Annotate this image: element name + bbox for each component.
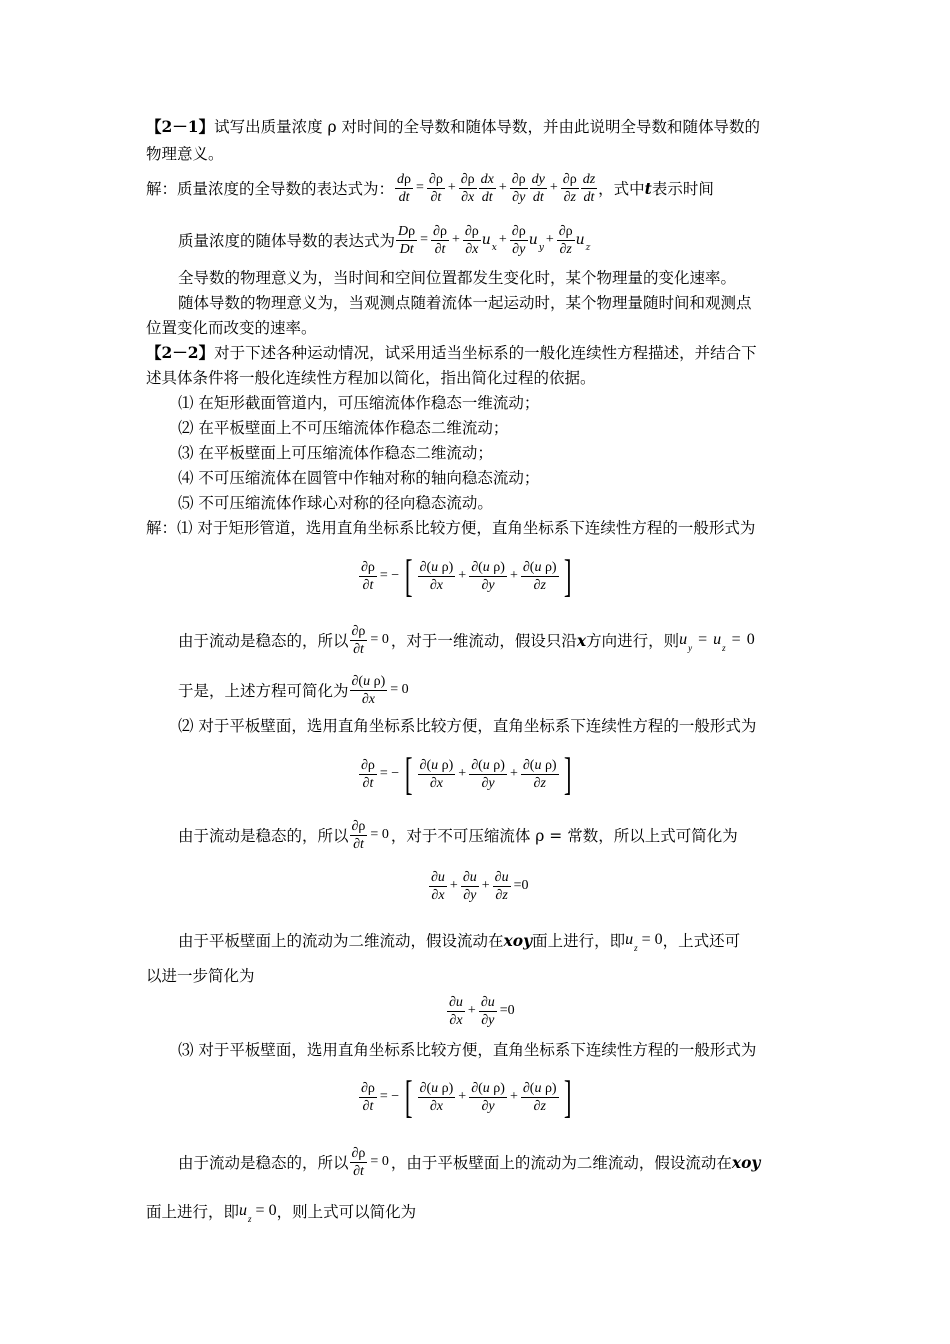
problem-2-1-line2: 物理意义。 xyxy=(146,145,224,163)
solution-2-lead: ⑵ 对于平板壁面，选用直角坐标系比较方便，直角坐标系下连续性方程的一般形式为 xyxy=(178,717,757,735)
further-simplify-text: 以进一步简化为 xyxy=(146,967,255,985)
t-symbol: t xyxy=(644,178,652,198)
steady-2-text-b: ，对于不可压缩流体 ρ = 常数，所以上式可简化为 xyxy=(390,827,738,845)
total-derivative-tail-a: ，式中 xyxy=(598,180,645,198)
problem-2-1-title: 【2－1】 xyxy=(146,117,215,136)
substantial-meaning-line1: 随体导数的物理意义为，当观测点随着流体一起运动时，某个物理量随时间和观测点 xyxy=(178,294,752,312)
continuity-equation-1: $\frac{\partial\rho}{\partial t}$ = − [ $\frac{\text{∂(u ρ)}}{\partial x}$ + $\frac{\text{∂(u ρ)}}{\partial y}$ + $\frac{\text{∂(u ρ)}}{\partial z}$ ] xyxy=(361,550,572,601)
result-1-line: 于是，上述方程可简化为 $\frac{\text{∂(u ρ)}}{\partial x}$ = 0 xyxy=(178,673,409,707)
problem-2-2-line1 xyxy=(146,343,757,363)
steady-3-text-a: 由于流动是稳态的，所以 xyxy=(178,1154,349,1172)
steady-1-text-b: ，对于一维流动，假设只沿 xyxy=(390,632,577,650)
solution-1-lead: 解：⑴ 对于矩形管道，选用直角坐标系比较方便，直角坐标系下连续性方程的一般形式为 xyxy=(146,519,756,537)
problem-2-1-text: 试写出质量浓度 ρ 对时间的全导数和随体导数，并由此说明全导数和随体导数的 xyxy=(214,118,761,136)
total-derivative-lead: 解：质量浓度的全导数的表达式为： xyxy=(146,180,395,198)
problem-2-2-text: 对于下述各种运动情况，试采用适当坐标系的一般化连续性方程描述，并结合下 xyxy=(214,344,757,362)
face-3-line: 面上进行，即 u z = 0 ，则上式可以简化为 xyxy=(146,1202,417,1224)
substantial-derivative-formula: $\frac{D\rho}{Dt}$ = $\frac{\partial\rho}{\partial t}$ + $\frac{\partial\rho}{\partial x}$ u x + $\frac{\partial\rho}{\partial y}$ u y + $\frac{\partial\rho}{\partial z}$ u z xyxy=(398,223,591,257)
problem-item-3: ⑶ 在平板壁面上可压缩流体作稳态二维流动； xyxy=(178,444,493,462)
x-symbol: x xyxy=(576,630,587,650)
problem-item-5: ⑸ 不可压缩流体作球心对称的径向稳态流动。 xyxy=(178,494,493,512)
problem-item-1: ⑴ 在矩形截面管道内，可压缩流体作稳态一维流动； xyxy=(178,394,540,412)
problem-item-2: ⑵ 在平板壁面上不可压缩流体作稳态二维流动； xyxy=(178,419,509,437)
two-dim-2-text-c: ，上式还可 xyxy=(662,932,741,950)
steady-3-text-b: ，由于平板壁面上的流动为二维流动，假设流动在 xyxy=(390,1154,732,1172)
steady-1-text-c: 方向进行，则 xyxy=(586,632,680,650)
substantial-derivative-line xyxy=(178,220,590,260)
xoy-symbol: xoy xyxy=(503,930,533,950)
steady-2-text-a: 由于流动是稳态的，所以 xyxy=(178,827,349,845)
incompressible-equation: $\frac{\partial u}{\partial x}$ + $\frac{\partial u}{\partial y}$ + $\frac{\partial u}{\partial z}$ =0 xyxy=(431,869,529,903)
substantial-meaning-line2: 位置变化而改变的速率。 xyxy=(146,319,317,337)
continuity-equation-2: $\frac{\partial\rho}{\partial t}$ = − [ $\frac{\text{∂(u ρ)}}{\partial x}$ + $\frac{\text{∂(u ρ)}}{\partial y}$ + $\frac{\text{∂(u ρ)}}{\partial z}$ ] xyxy=(361,748,572,799)
solution-3-lead: ⑶ 对于平板壁面，选用直角坐标系比较方便，直角坐标系下连续性方程的一般形式为 xyxy=(178,1041,757,1059)
total-derivative-formula: $\frac{d\rho}{dt}$ = $\frac{\partial\rho}{\partial t}$ + $\frac{\partial\rho}{\partial x}$ $\frac{dx}{dt}$ + $\frac{\partial\rho}{\partial y}$ $\frac{dy}{dt}$ + $\frac{\partial\rho}{\partial z}$ $\frac{dz}{dt}$ xyxy=(397,171,596,205)
total-derivative-line xyxy=(146,168,714,208)
face-3-text-a: 面上进行，即 xyxy=(146,1203,240,1221)
result-1-text: 于是，上述方程可简化为 xyxy=(178,682,349,700)
continuity-equation-3: $\frac{\partial\rho}{\partial t}$ = − [ $\frac{\text{∂(u ρ)}}{\partial x}$ + $\frac{\text{∂(u ρ)}}{\partial y}$ + $\frac{\text{∂(u ρ)}}{\partial z}$ ] xyxy=(361,1071,572,1122)
two-dim-2-text-a: 由于平板壁面上的流动为二维流动，假设流动在 xyxy=(178,932,504,950)
steady-1-text-a: 由于流动是稳态的，所以 xyxy=(178,632,349,650)
total-derivative-tail-b: 表示时间 xyxy=(651,180,714,198)
problem-2-2-line2: 述具体条件将一般化连续性方程加以简化，指出简化过程的依据。 xyxy=(146,369,596,387)
two-dim-2-text-b: 面上进行，即 xyxy=(532,932,626,950)
problem-2-1-line1 xyxy=(146,117,760,137)
face-3-text-b: ，则上式可以简化为 xyxy=(276,1203,417,1221)
problem-item-4: ⑷ 不可压缩流体在圆管中作轴对称的轴向稳态流动； xyxy=(178,469,540,487)
total-derivative-meaning: 全导数的物理意义为，当时间和空间位置都发生变化时，某个物理量的变化速率。 xyxy=(178,269,737,287)
problem-2-2-title: 【2－2】 xyxy=(146,343,215,362)
steady-1-line: 由于流动是稳态的，所以 $\frac{\partial\rho}{\partial t}$ = 0 ，对于一维流动，假设只沿 x 方向进行，则 u y = u z = 0 xyxy=(178,623,755,657)
substantial-derivative-lead: 质量浓度的随体导数的表达式为 xyxy=(178,232,396,250)
steady-3-line: 由于流动是稳态的，所以 $\frac{\partial\rho}{\partial t}$ = 0 ，由于平板壁面上的流动为二维流动，假设流动在 xoy xyxy=(178,1145,761,1179)
two-dim-equation: $\frac{\partial u}{\partial x}$ + $\frac{\partial u}{\partial y}$ =0 xyxy=(449,994,515,1028)
xoy-symbol-3: xoy xyxy=(731,1152,761,1172)
two-dim-2-line: 由于平板壁面上的流动为二维流动，假设流动在 xoy 面上进行，即 u z = 0 ，上式还可 xyxy=(178,930,741,953)
steady-2-line: 由于流动是稳态的，所以 $\frac{\partial\rho}{\partial t}$ = 0 ，对于不可压缩流体 ρ = 常数，所以上式可简化为 xyxy=(178,818,738,852)
